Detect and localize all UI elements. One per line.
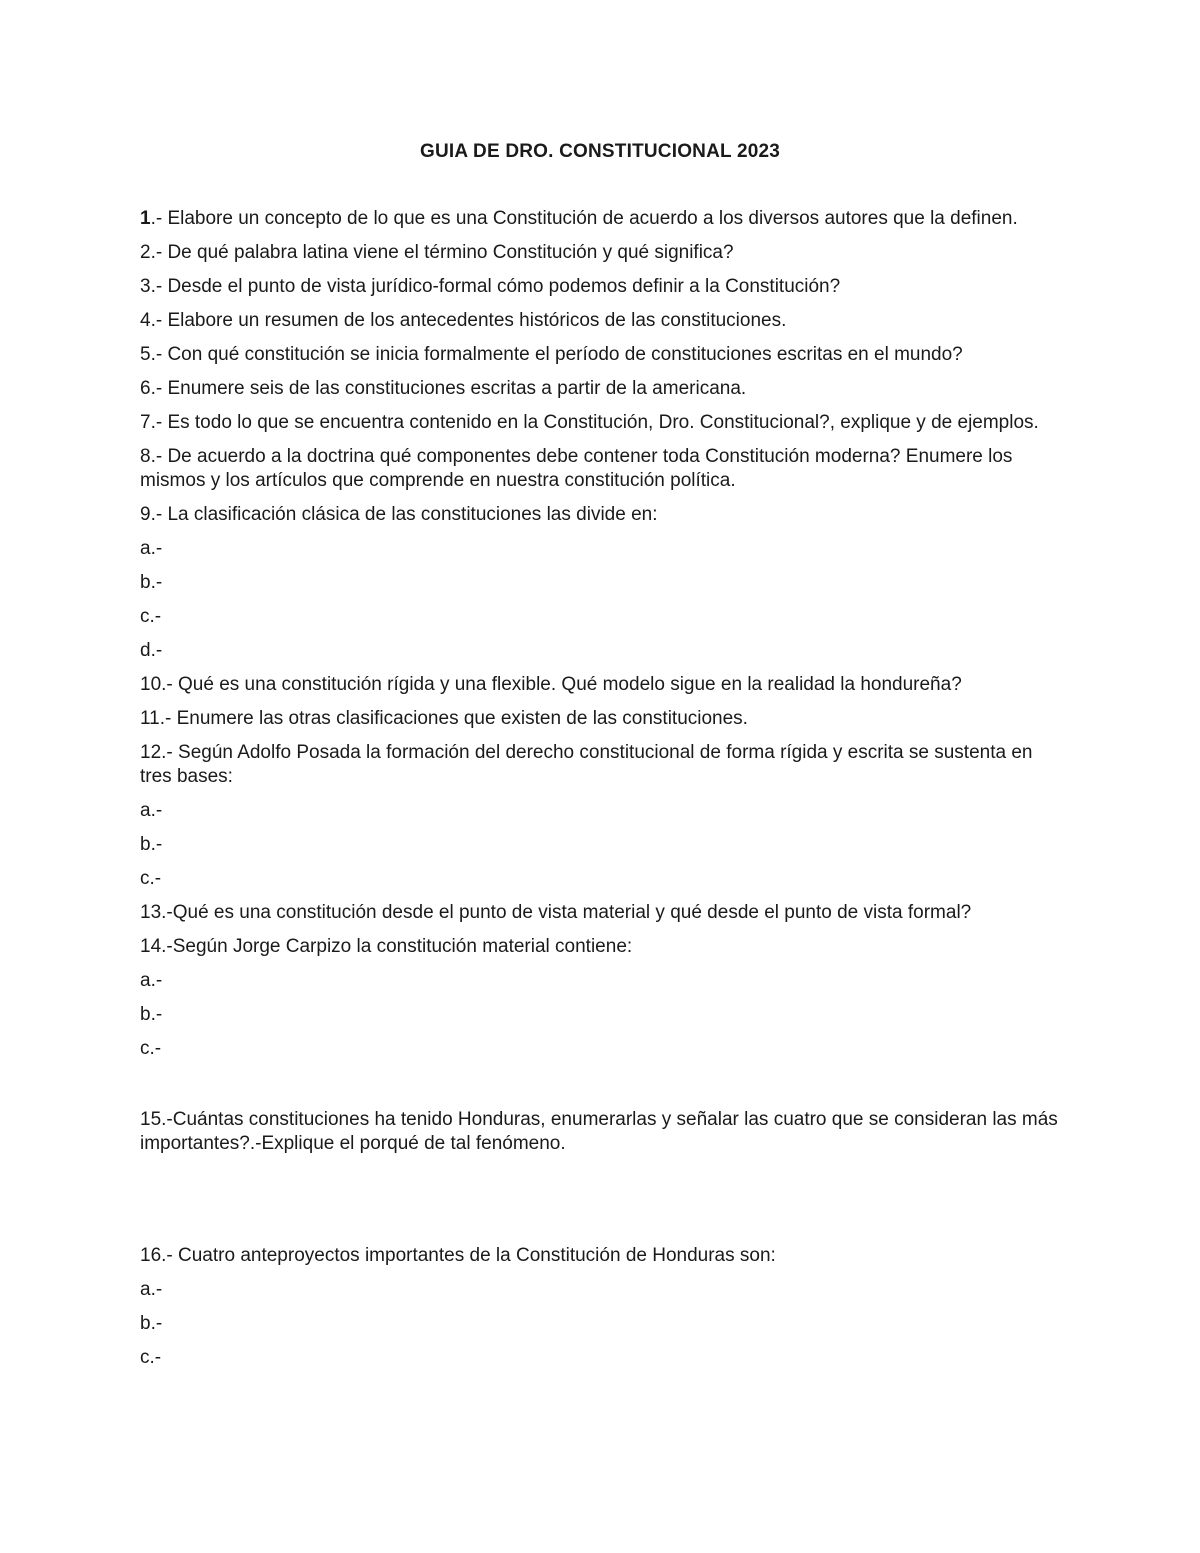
question-11: 11.- Enumere las otras clasificaciones que existen de las constituciones. xyxy=(140,708,748,729)
blank-space xyxy=(140,1071,1065,1108)
question-12-option-b: b.- xyxy=(140,834,163,855)
question-list xyxy=(140,207,1065,1380)
question-9: 9.- La clasificación clásica de las constituciones las divide en: xyxy=(140,504,658,525)
question-12-option-c: c.- xyxy=(140,868,162,889)
question-16-option-a: a.- xyxy=(140,1279,163,1300)
question-14: 14.-Según Jorge Carpizo la constitución material contiene: xyxy=(140,936,633,957)
question-14-option-a: a.- xyxy=(140,970,163,991)
question-5: 5.- Con qué constitución se inicia formalmente el período de constituciones escritas en el mundo? xyxy=(140,344,963,365)
question-9-option-d: d.- xyxy=(140,640,163,661)
question-1-number: 1 xyxy=(140,208,151,229)
question-13: 13.-Qué es una constitución desde el punto de vista material y qué desde el punto de vista formal? xyxy=(140,902,972,923)
question-6: 6.- Enumere seis de las constituciones escritas a partir de la americana. xyxy=(140,378,747,399)
question-1 xyxy=(140,207,1065,231)
document-title: GUIA DE DRO. CONSTITUCIONAL 2023 xyxy=(419,141,781,162)
question-7: 7.- Es todo lo que se encuentra contenido en la Constitución, Dro. Constitucional?, explique y de ejemplos. xyxy=(140,412,1039,433)
question-16: 16.- Cuatro anteproyectos importantes de la Constitución de Honduras son: xyxy=(140,1245,776,1266)
question-3: 3.- Desde el punto de vista jurídico-formal cómo podemos definir a la Constitución? xyxy=(140,276,841,297)
question-9-option-c: c.- xyxy=(140,606,162,627)
question-12: 12.- Según Adolfo Posada la formación del derecho constitucional de forma rígida y escrita se sustenta en tres bases: xyxy=(140,742,1033,787)
question-2: 2.- De qué palabra latina viene el término Constitución y qué significa? xyxy=(140,242,734,263)
question-12-option-a: a.- xyxy=(140,800,163,821)
blank-space xyxy=(140,1166,1065,1244)
question-14-option-b: b.- xyxy=(140,1004,163,1025)
question-4: 4.- Elabore un resumen de los antecedentes históricos de las constituciones. xyxy=(140,310,787,331)
question-9-option-b: b.- xyxy=(140,572,163,593)
question-10: 10.- Qué es una constitución rígida y una flexible. Qué modelo sigue en la realidad la hondureña? xyxy=(140,674,962,695)
question-15: 15.-Cuántas constituciones ha tenido Honduras, enumerarlas y señalar las cuatro que se consideran las más importantes?.-Explique el porqué de tal fenómeno. xyxy=(140,1109,1058,1154)
question-16-option-c: c.- xyxy=(140,1347,162,1368)
question-8: 8.- De acuerdo a la doctrina qué componentes debe contener toda Constitución moderna? Enumere los mismos y los artículos que comprende en nuestra constitución política. xyxy=(140,446,1013,491)
question-9-option-a: a.- xyxy=(140,538,163,559)
question-14-option-c: c.- xyxy=(140,1038,162,1059)
question-16-option-b: b.- xyxy=(140,1313,163,1334)
question-1-text: .- Elabore un concepto de lo que es una Constitución de acuerdo a los diversos autores que la definen. xyxy=(150,208,1018,229)
